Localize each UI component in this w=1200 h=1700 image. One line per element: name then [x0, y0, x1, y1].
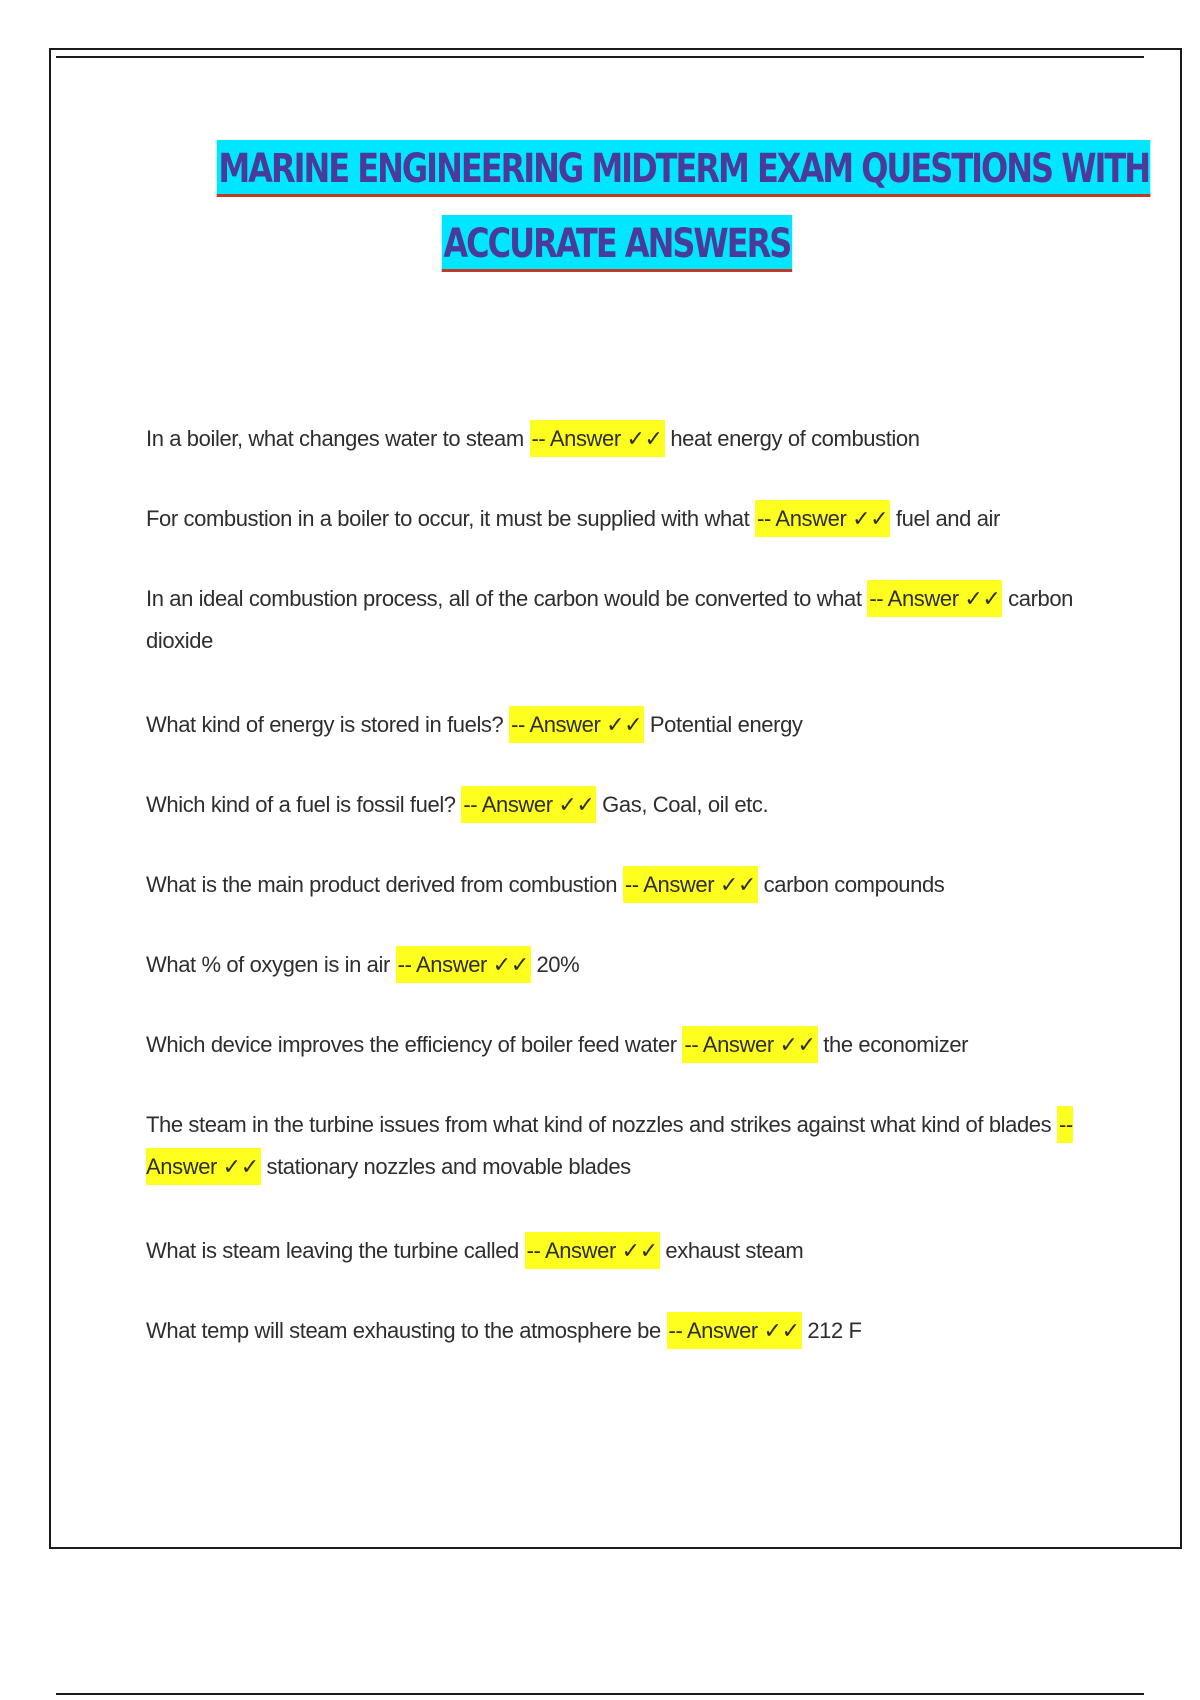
qa-item — [146, 864, 1106, 906]
qa-item — [146, 704, 1106, 746]
answer-marker: -- Answer ✓✓ — [755, 500, 890, 537]
title-line-2: ACCURATE ANSWERS — [442, 215, 792, 272]
question-text: What % of oxygen is in air — [146, 952, 390, 977]
qa-item — [146, 784, 1106, 826]
answer-marker: -- Answer ✓✓ — [461, 786, 596, 823]
qa-item — [146, 1230, 1106, 1272]
answer-marker: -- Answer ✓✓ — [525, 1232, 660, 1269]
qa-item — [146, 1104, 1106, 1188]
question-text: What is steam leaving the turbine called — [146, 1238, 519, 1263]
answer-text: fuel and air — [895, 506, 1000, 531]
answer-text: exhaust steam — [665, 1238, 804, 1263]
top-divider — [56, 56, 1144, 58]
question-text: What is the main product derived from combustion — [146, 872, 618, 897]
question-text: Which kind of a fuel is fossil fuel? — [146, 792, 456, 817]
answer-text: 20% — [536, 952, 580, 977]
document-title — [100, 140, 1150, 272]
answer-marker: -- Answer ✓✓ — [867, 580, 1002, 617]
question-text: In a boiler, what changes water to steam — [146, 426, 524, 451]
answer-marker: -- Answer ✓✓ — [509, 706, 644, 743]
answer-text: carbon dioxide — [146, 586, 1074, 653]
question-text: The steam in the turbine issues from what kind of nozzles and strikes against what kind of blades — [146, 1112, 1052, 1137]
answer-text: heat energy of combustion — [670, 426, 920, 451]
question-text: What temp will steam exhausting to the atmosphere be — [146, 1318, 661, 1343]
answer-text: carbon compounds — [763, 872, 945, 897]
title-line-1: MARINE ENGINEERING MIDTERM EXAM QUESTIONS WITH — [217, 140, 1151, 197]
question-answer-list — [146, 418, 1106, 1390]
question-text: Which device improves the efficiency of boiler feed water — [146, 1032, 677, 1057]
qa-item — [146, 418, 1106, 460]
answer-marker: -- Answer ✓✓ — [682, 1026, 817, 1063]
qa-item — [146, 944, 1106, 986]
qa-item — [146, 1310, 1106, 1352]
answer-text: the economizer — [823, 1032, 969, 1057]
qa-item — [146, 1024, 1106, 1066]
qa-item — [146, 498, 1106, 540]
answer-marker: -- Answer ✓✓ — [530, 420, 665, 457]
qa-item — [146, 578, 1106, 662]
answer-marker: -- Answer ✓✓ — [146, 1106, 1073, 1185]
answer-text: stationary nozzles and movable blades — [266, 1154, 631, 1179]
bottom-divider — [56, 1693, 1144, 1695]
question-text: What kind of energy is stored in fuels? — [146, 712, 504, 737]
answer-marker: -- Answer ✓✓ — [396, 946, 531, 983]
answer-text: 212 F — [807, 1318, 862, 1343]
answer-text: Gas, Coal, oil etc. — [602, 792, 769, 817]
question-text: For combustion in a boiler to occur, it must be supplied with what — [146, 506, 750, 531]
answer-marker: -- Answer ✓✓ — [623, 866, 758, 903]
answer-text: Potential energy — [649, 712, 803, 737]
question-text: In an ideal combustion process, all of the carbon would be converted to what — [146, 586, 862, 611]
answer-marker: -- Answer ✓✓ — [667, 1312, 802, 1349]
